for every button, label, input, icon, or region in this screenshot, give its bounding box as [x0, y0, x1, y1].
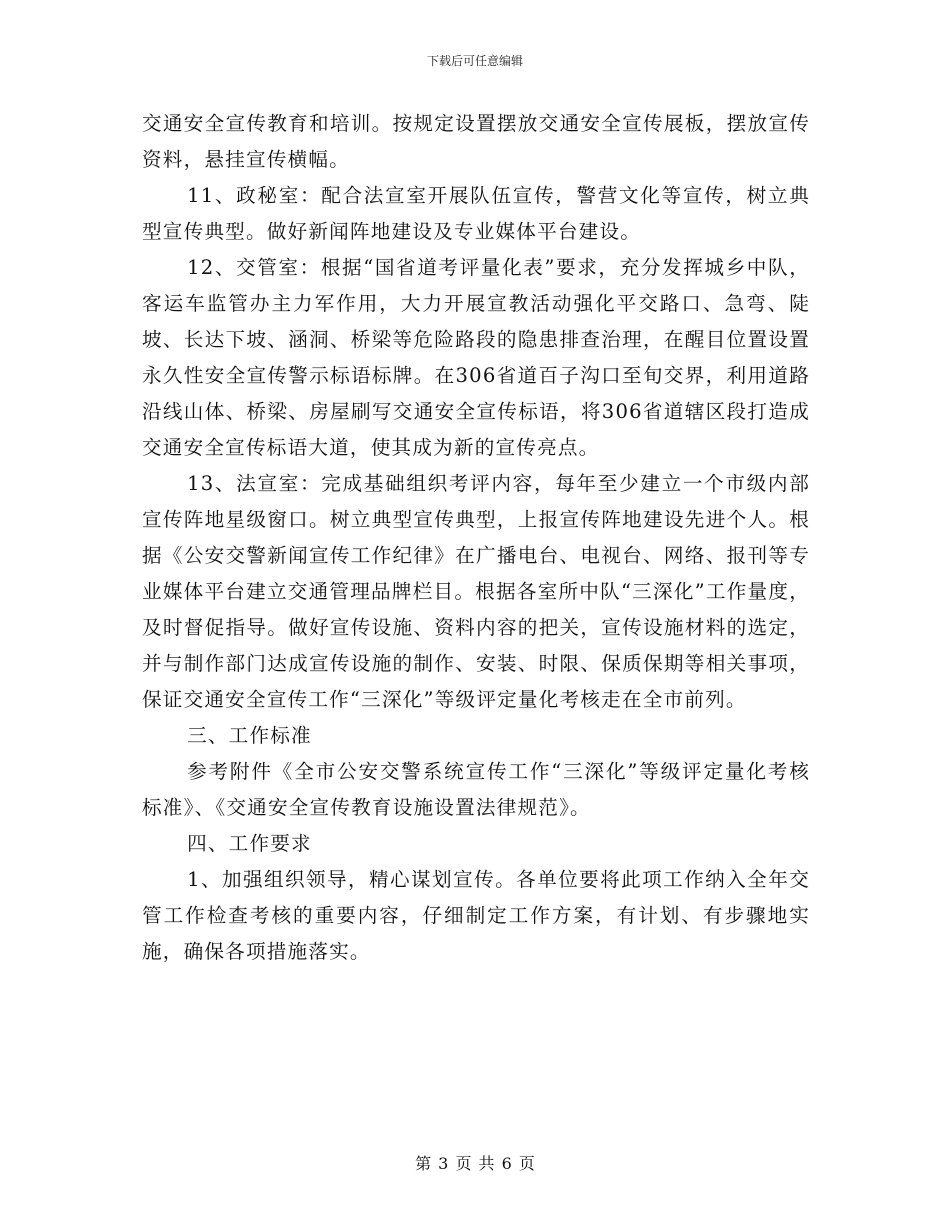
paragraph-continuation: 交通安全宣传教育和培训。按规定设置摆放交通安全宣传展板，摆放宣传资料，悬挂宣传横幅。	[142, 112, 810, 171]
document-body	[142, 106, 810, 970]
page-header-note: 下载后可任意编辑	[426, 54, 523, 68]
paragraph-work-standard: 参考附件《全市公安交警系统宣传工作“三深化”等级评定量化考核标准》、《交通安全宣传教育设施设置法律规范》。	[142, 760, 810, 819]
paragraph-requirement-1: 1、加强组织领导，精心谋划宣传。各单位要将此项工作纳入全年交管工作检查考核的重要内容，仔细制定工作方案，有计划、有步骤地实施，确保各项措施落实。	[142, 868, 810, 963]
paragraph-item-13: 13、法宣室：完成基础组织考评内容，每年至少建立一个市级内部宣传阵地星级窗口。树立典型宣传典型，上报宣传阵地建设先进个人。根据《公安交警新闻宣传工作纪律》在广播电台、电视台、网络、报刊等专业媒体平台建立交通管理品牌栏目。根据各室所中队“三深化”工作量度，及时督促指导。做好宣传设施、资料内容的把关，宣传设施材料的选定，并与制作部门达成宣传设施的制作、安装、时限、保质保期等相关事项，保证交通安全宣传工作“三深化”等级评定量化考核走在全市前列。	[142, 472, 810, 711]
section-heading-work-standard: 三、工作标准	[187, 724, 312, 747]
page-number-footer: 第 3 页 共 6 页	[415, 1154, 535, 1173]
paragraph-item-11: 11、政秘室：配合法宣室开展队伍宣传，警营文化等宣传，树立典型宣传典型。做好新闻阵地建设及专业媒体平台建设。	[142, 184, 810, 243]
section-heading-work-requirements: 四、工作要求	[187, 832, 312, 855]
paragraph-item-12: 12、交管室：根据“国省道考评量化表”要求，充分发挥城乡中队，客运车监管办主力军作用，大力开展宣教活动强化平交路口、急弯、陡坡、长达下坡、涵洞、桥梁等危险路段的隐患排查治理，在醒目位置设置永久性安全宣传警示标语标牌。在306省道百子沟口至旬交界，利用道路沿线山体、桥梁、房屋刷写交通安全宣传标语，将306省道辖区段打造成交通安全宣传标语大道，使其成为新的宣传亮点。	[142, 256, 810, 459]
